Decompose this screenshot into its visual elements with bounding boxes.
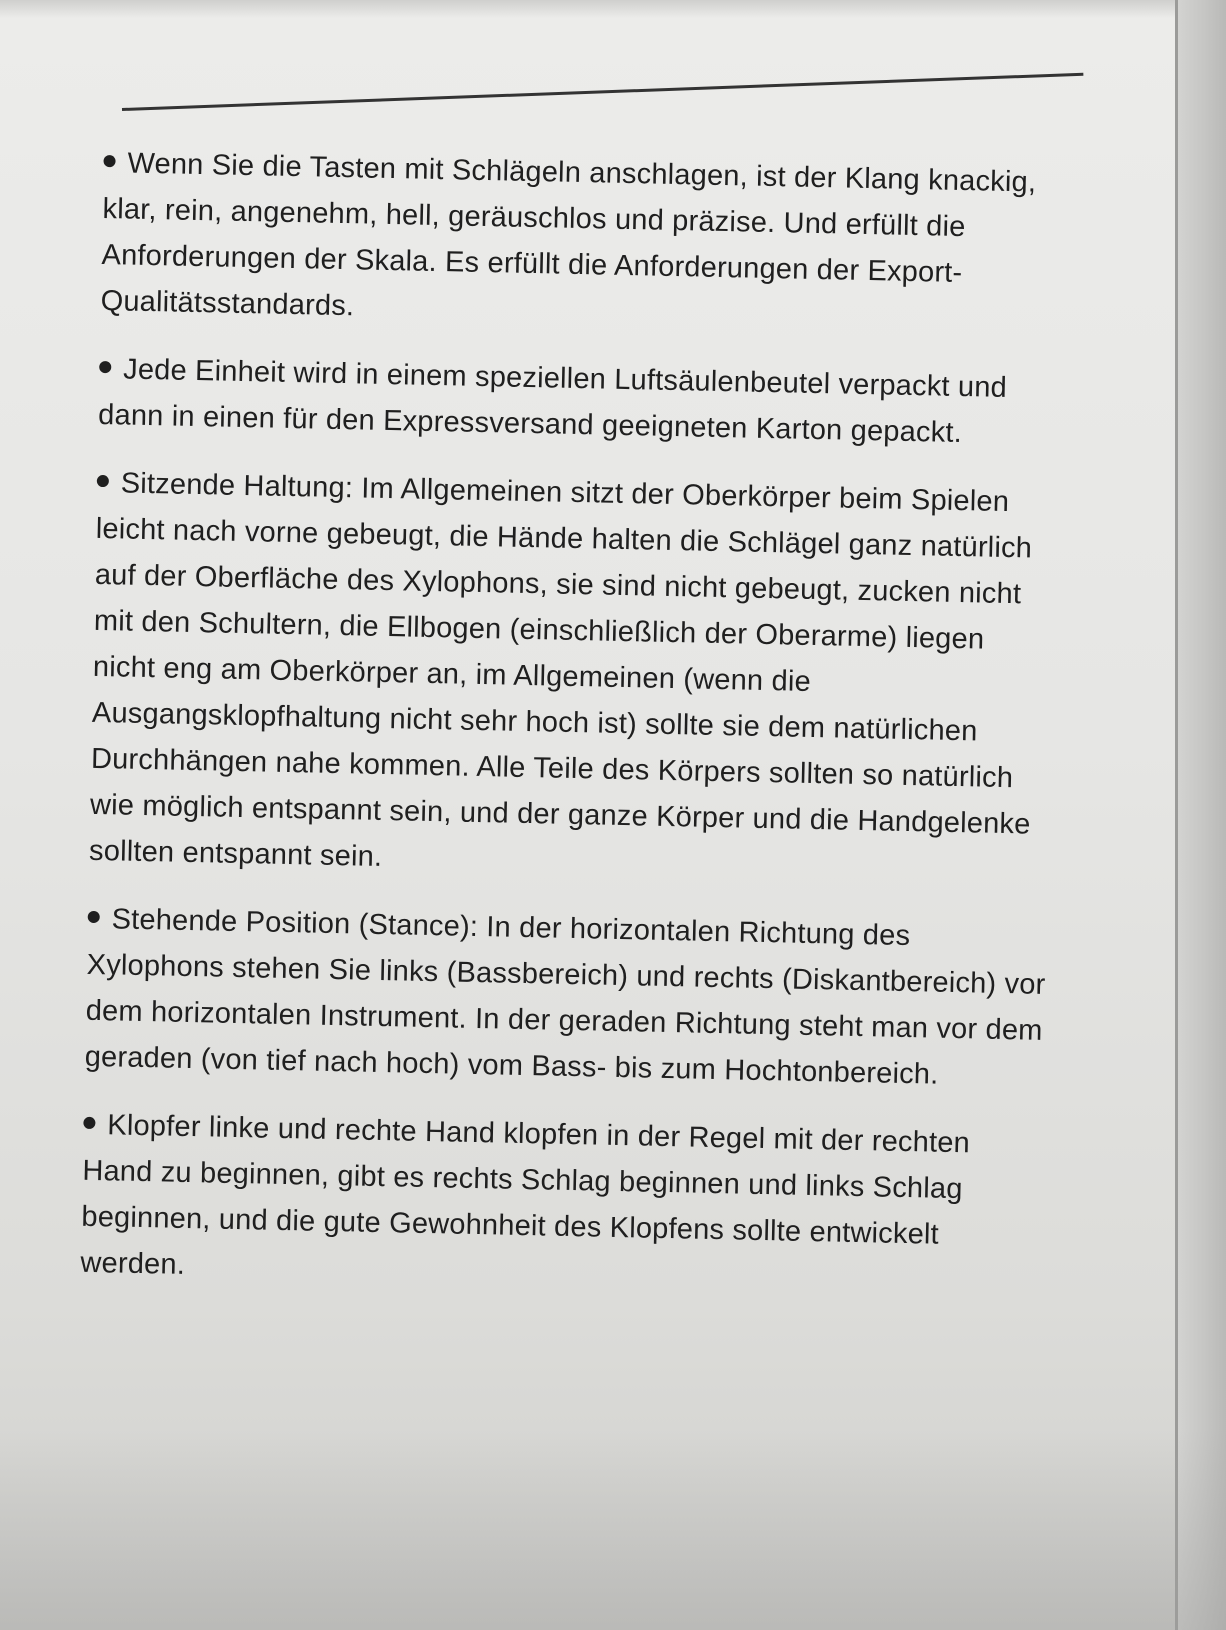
- bullet-icon: [99, 361, 111, 373]
- bullet-icon: [103, 155, 115, 167]
- paragraph-text: Jede Einheit wird in einem speziellen Luftsäulenbeutel verpackt und dann in einen für den Expressversand geeigneten Karton gepackt.: [97, 353, 1008, 450]
- paragraph-text: Sitzende Haltung: Im Allgemeinen sitzt der Oberkörper beim Spielen leicht nach vorne gebeugt, die Hände halten die Schlägel ganz natürlich auf der Oberfläche des Xylophons, sie sind nicht gebeugt, zucken nicht mit den Schultern, die Ellbogen (einschließlich der Oberarme) liegen nicht eng am Oberkörper an, im Allgemeinen (wenn die Ausgangsklopfhaltung nicht sehr hoch ist) sollte sie dem natürlichen Durchhängen nahe kommen. Alle Teile des Körpers sollten so natürlich wie möglich entspannt sein, und der ganze Körper und die Handgelenke sollten entspannt sein.: [88, 467, 1033, 873]
- bullet-paragraph: [98, 346, 1060, 458]
- adjacent-page-edge: [1176, 0, 1226, 1630]
- bullet-paragraph: [80, 1102, 1044, 1306]
- paragraph-text: Wenn Sie die Tasten mit Schlägeln anschlagen, ist der Klang knackig, klar, rein, angenehm, hell, geräuschlos und präzise. Und erfüllt die Anforderungen der Skala. Es erfüllt die Anforderungen der Export-Qualitätsstandards.: [100, 147, 1037, 323]
- header-rule: [122, 73, 1083, 111]
- paragraph-text: Stehende Position (Stance): In der horizontalen Richtung des Xylophons stehen Sie links (Bassbereich) und rechts (Diskantbereich) vor dem horizontalen Instrument. In der geraden Richtung steht man vor dem geraden (von tief nach hoch) vom Bass- bis zum Hochtonbereich.: [84, 903, 1046, 1091]
- bullet-paragraph: [84, 896, 1048, 1100]
- page-body: [80, 140, 1104, 1329]
- bullet-icon: [97, 475, 109, 487]
- page-top-shadow: [0, 0, 1226, 18]
- bullet-icon: [88, 911, 100, 923]
- bullet-paragraph: [100, 140, 1064, 344]
- page-bottom-shadow: [0, 1430, 1226, 1630]
- page-edge-line: [1175, 0, 1178, 1630]
- paragraph-text: Klopfer linke und rechte Hand klopfen in der Regel mit der rechten Hand zu beginnen, gibt es rechts Schlag beginnen und links Schlag beginnen, und die gute Gewohnheit des Klopfens sollte entwickelt werden.: [80, 1109, 971, 1281]
- bullet-icon: [83, 1117, 95, 1129]
- bullet-paragraph: [89, 460, 1057, 894]
